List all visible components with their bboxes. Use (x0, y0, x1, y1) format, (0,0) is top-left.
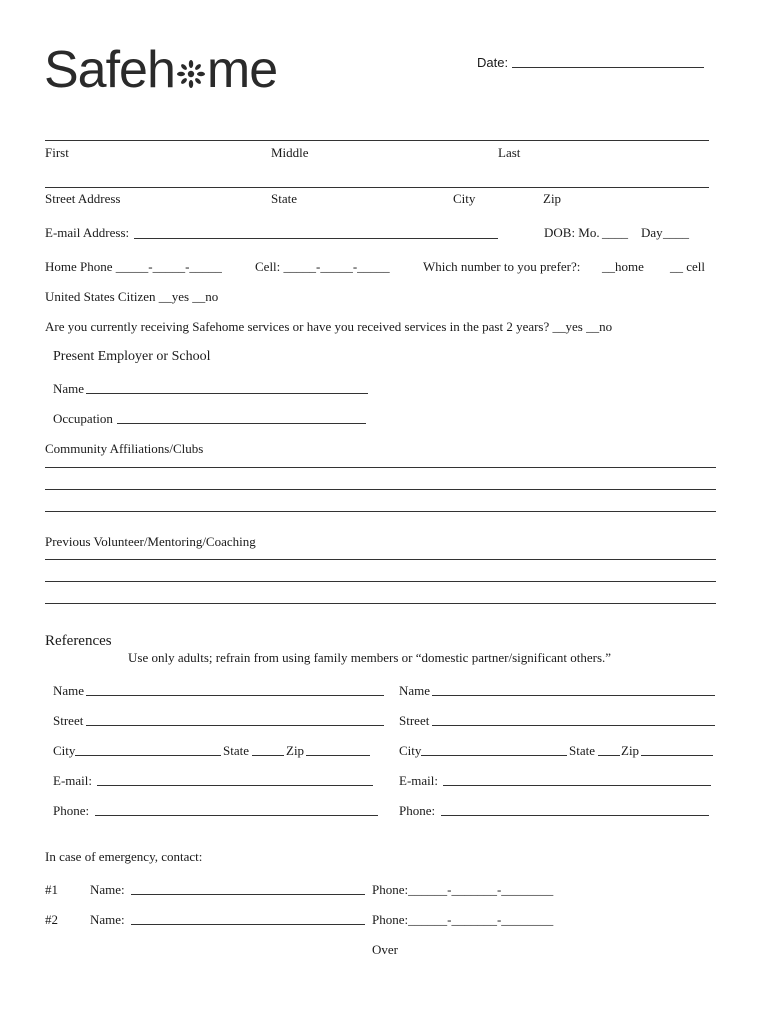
ref1-phone-field[interactable] (95, 815, 378, 816)
home-phone-field[interactable]: Home Phone _____-_____-_____ (45, 259, 222, 274)
emergency-contact-2-number: #2 (45, 912, 58, 927)
flower-icon (176, 42, 206, 72)
emergency-label: In case of emergency, contact: (45, 849, 203, 864)
ref2-email-field[interactable] (443, 785, 711, 786)
references-note: Use only adults; refrain from using family members or “domestic partner/significant others.” (128, 650, 612, 665)
street-address-label: Street Address (45, 191, 121, 206)
occupation-label: Occupation (53, 411, 113, 426)
employer-heading: Present Employer or School (53, 349, 211, 364)
logo-text-part1: Safeh (44, 41, 175, 99)
ref2-street-label: Street (399, 713, 430, 728)
dob-month-label: DOB: Mo. (544, 225, 600, 240)
ref2-street-field[interactable] (432, 725, 715, 726)
emergency-1-name-label: Name: (90, 882, 125, 897)
ref1-phone-label: Phone: (53, 803, 90, 818)
ref2-phone-label: Phone: (399, 803, 436, 818)
ref1-state-field[interactable] (252, 755, 284, 756)
ref1-city-label: City (53, 743, 76, 758)
full-name-field[interactable] (45, 140, 709, 141)
emergency-2-phone-field[interactable]: Phone:______-_______-________ (372, 912, 554, 927)
volunteer-line-2[interactable] (45, 581, 716, 582)
ref2-city-label: City (399, 743, 422, 758)
volunteer-line-3[interactable] (45, 603, 716, 604)
ref1-email-field[interactable] (97, 785, 373, 786)
date-field[interactable] (512, 67, 704, 68)
community-line-1[interactable] (45, 467, 716, 468)
ref2-name-label: Name (399, 683, 431, 698)
services-question[interactable]: Are you currently receiving Safehome services or have you received services in the past 2 years? __yes __no (45, 319, 613, 334)
employer-name-label: Name (53, 381, 85, 396)
ref1-state-label: State (223, 743, 249, 758)
logo-text-part2: me (206, 41, 278, 99)
email-field[interactable] (134, 238, 498, 239)
state-label: State (271, 191, 297, 206)
community-line-3[interactable] (45, 511, 716, 512)
ref2-state-label: State (569, 743, 595, 758)
email-label: E-mail Address: (45, 225, 130, 240)
emergency-2-name-label: Name: (90, 912, 125, 927)
emergency-contact-1-number: #1 (45, 882, 58, 897)
ref2-zip-label: Zip (621, 743, 640, 758)
emergency-2-name-field[interactable] (131, 924, 365, 925)
ref2-zip-field[interactable] (641, 755, 713, 756)
citizen-question[interactable]: United States Citizen __yes __no (45, 289, 219, 304)
last-name-label: Last (498, 145, 521, 160)
address-field[interactable] (45, 187, 709, 188)
preferred-number-label: Which number to you prefer?: (423, 259, 581, 274)
ref2-email-label: E-mail: (399, 773, 438, 788)
emergency-1-phone-field[interactable]: Phone:______-_______-________ (372, 882, 554, 897)
over-footer: Over (372, 942, 398, 957)
ref2-state-field[interactable] (598, 755, 620, 756)
dob-day-field[interactable]: ____ (663, 225, 689, 240)
ref1-zip-label: Zip (286, 743, 305, 758)
community-line-2[interactable] (45, 489, 716, 490)
employer-name-field[interactable] (86, 393, 368, 394)
first-name-label: First (45, 145, 69, 160)
volunteer-label: Previous Volunteer/Mentoring/Coaching (45, 534, 256, 549)
prefer-home-option[interactable]: __home (602, 259, 644, 274)
occupation-field[interactable] (117, 423, 366, 424)
references-heading: References (45, 633, 112, 649)
volunteer-line-1[interactable] (45, 559, 716, 560)
ref1-name-field[interactable] (86, 695, 384, 696)
ref1-email-label: E-mail: (53, 773, 92, 788)
ref2-phone-field[interactable] (441, 815, 709, 816)
ref1-city-field[interactable] (75, 755, 221, 756)
ref1-name-label: Name (53, 683, 85, 698)
cell-phone-field[interactable]: Cell: _____-_____-_____ (255, 259, 390, 274)
dob-day-label: Day (641, 225, 663, 240)
prefer-cell-option[interactable]: __ cell (670, 259, 706, 274)
safehome-logo (44, 40, 277, 100)
ref1-zip-field[interactable] (306, 755, 370, 756)
emergency-1-name-field[interactable] (131, 894, 365, 895)
ref1-street-label: Street (53, 713, 84, 728)
ref1-street-field[interactable] (86, 725, 384, 726)
middle-name-label: Middle (271, 145, 309, 160)
community-label: Community Affiliations/Clubs (45, 441, 204, 456)
zip-label: Zip (543, 191, 562, 206)
dob-month-field[interactable]: ____ (602, 225, 628, 240)
date-label: Date: (477, 55, 509, 70)
ref2-name-field[interactable] (432, 695, 715, 696)
city-label: City (453, 191, 476, 206)
ref2-city-field[interactable] (421, 755, 567, 756)
